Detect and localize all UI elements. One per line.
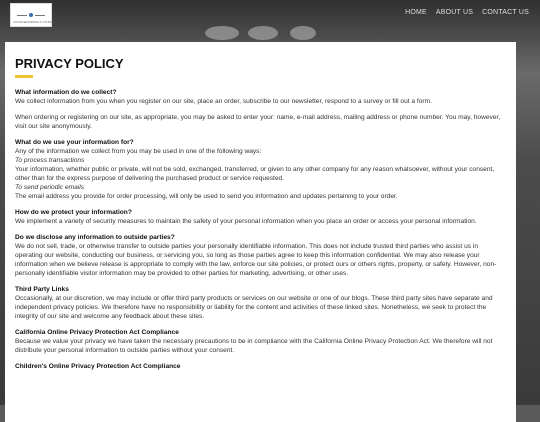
logo-text: CONSCIENCEWOLF STUDIO	[13, 20, 54, 24]
section-text: We collect information from you when you register on our site, place an order, subscribe to our newsletter, respond to a survey or fill out a form.	[15, 98, 432, 105]
section-subheading: To process transactions	[15, 157, 85, 164]
section-text: We implement a variety of security measures to maintain the safety of your personal information when you place an order or access your personal information.	[15, 218, 477, 225]
section-subheading: To send periodic emails	[15, 184, 85, 191]
nav-home-link[interactable]: HOME	[405, 9, 427, 16]
section-california	[15, 328, 506, 355]
main-nav	[405, 9, 529, 16]
section-disclose	[15, 233, 506, 278]
site-logo[interactable]	[10, 3, 52, 27]
section-text: When ordering or registering on our site, as appropriate, you may be asked to enter your: name, e-mail address, mailing address or phone number. You may, however, visit our site anonymously.	[15, 114, 501, 130]
section-heading: Children's Online Privacy Protection Act Compliance	[15, 363, 181, 370]
nav-contact-link[interactable]: CONTACT US	[482, 9, 529, 16]
section-text: Any of the information we collect from you may be used in one of the following ways:	[15, 148, 262, 155]
section-text: Because we value your privacy we have taken the necessary precautions to be in compliance with the California Online Privacy Protection Act. We therefore will not distribute your personal information to outside parties without your consent.	[15, 338, 493, 354]
section-text: Occasionally, at our discretion, we may include or offer third party products or services on our website or one of our blogs. These third party sites have separate and independent privacy policies. We therefore have no responsibility or liability for the content and activities of these linked sites. Nonetheless, we seek to protect the integrity of our site and welcome any feedback about these sites.	[15, 295, 493, 320]
section-heading: What information do we collect?	[15, 89, 117, 96]
section-children	[15, 362, 506, 371]
content-panel	[5, 42, 516, 422]
title-accent-bar	[15, 75, 33, 78]
section-heading: California Online Privacy Protection Act Compliance	[15, 329, 179, 336]
logo-mark-icon	[17, 13, 45, 17]
top-navbar	[0, 0, 540, 30]
section-third-party	[15, 285, 506, 321]
section-text: We do not sell, trade, or otherwise transfer to outside parties your personally identifiable information. This does not include trusted third parties who assist us in operating our website, conducting our business, or servicing you, so long as those parties agree to keep this information confidential. We may also release your information when we believe release is appropriate to comply with the law, enforce our site policies, or protect ours or others rights, property, or safety. However, non-personally identifiable visitor information may be provided to other parties for marketing, advertising, or other uses.	[15, 243, 497, 277]
section-heading: Do we disclose any information to outside parties?	[15, 234, 175, 241]
section-text: Your information, whether public or private, will not be sold, exchanged, transferred, or given to any other company for any reason whatsoever, without your consent, other than for the express purpose of delivering the purchased product or service requested.	[15, 166, 495, 182]
section-text: The email address you provide for order processing, will only be used to send you information and updates pertaining to your order.	[15, 193, 398, 200]
section-protect	[15, 208, 506, 226]
section-heading: What do we use your information for?	[15, 139, 134, 146]
section-heading: Third Party Links	[15, 286, 69, 293]
nav-about-link[interactable]: ABOUT US	[435, 9, 474, 16]
section-use	[15, 138, 506, 201]
section-collect-cont	[15, 113, 506, 131]
section-collect	[15, 88, 506, 106]
section-heading: How do we protect your information?	[15, 209, 132, 216]
page-title: PRIVACY POLICY	[15, 56, 124, 71]
